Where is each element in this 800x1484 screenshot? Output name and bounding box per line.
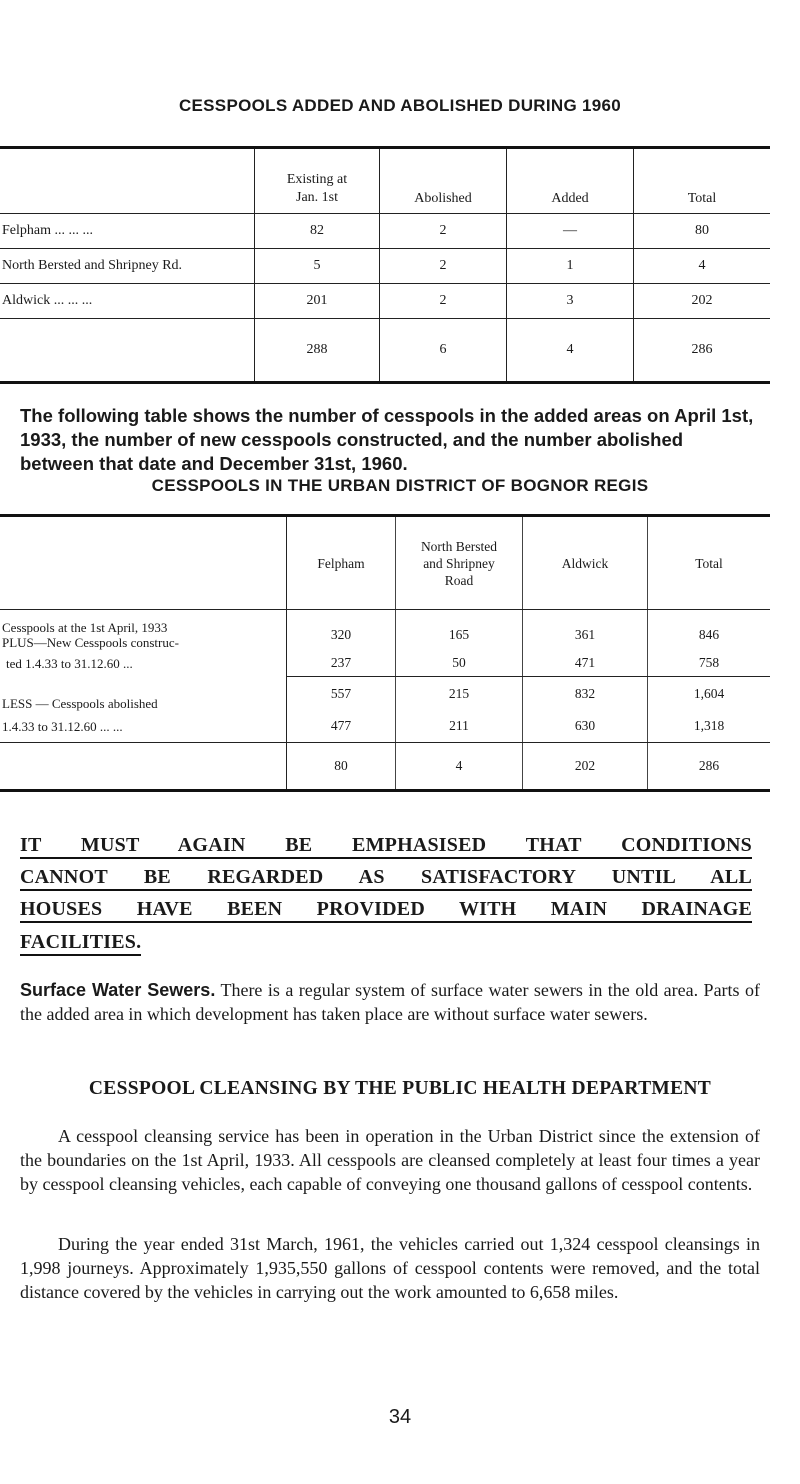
cell-aldwick: 630 [523,711,648,743]
cell-north-bersted: 215 [396,677,523,711]
table-row [0,214,770,249]
table-cesspools-1960 [0,146,770,384]
cell-total: 4 [634,249,771,284]
cell-total: 1,604 [648,677,771,711]
total-added: 4 [507,319,634,383]
cell-total: 1,318 [648,711,771,743]
cell-added: 3 [507,284,634,319]
table-row [0,620,770,650]
title-cesspools-added-abolished: CESSPOOLS ADDED AND ABOLISHED DURING 1960 [178,96,622,115]
cleansing-paragraph-1: A cesspool cleansing service has been in operation in the Urban District since the extension of the boundaries on the 1st April, 1933. All cesspools are cleansed completely at least four times a year by cesspool cleansing vehicles, each capable of conveying one thousand gallons of cesspool contents. [20,1126,760,1194]
total-abolished: 6 [380,319,507,383]
table-row [0,650,770,677]
header-existing [255,148,380,214]
surface-water-paragraph [20,978,760,1026]
row-label [0,711,287,743]
cell-aldwick: 471 [523,650,648,677]
emphasis-text: CANNOT BE REGARDED AS SATISFACTORY UNTIL ALL [20,866,752,891]
spacer [648,610,771,621]
cell-felpham: 557 [287,677,396,711]
intro-paragraph: The following table shows the number of cesspools in the added areas on April 1st, 1933, the number of new cesspools constructed, and the number abolished between that date and December 31st, 1960. [20,405,754,474]
cell-north-bersted: 50 [396,650,523,677]
header-added: Added [507,148,634,214]
cell-existing: 201 [255,284,380,319]
spacer [396,610,523,621]
header-total: Total [648,516,771,610]
surface-water-text: There is a regular system of surface water sewers in the old area. Parts of the added area in which development has taken place are without surface water sewers. [20,980,760,1024]
table-row [0,284,770,319]
cell-total: 80 [634,214,771,249]
cell-felpham: 237 [287,650,396,677]
header-felpham: Felpham [287,516,396,610]
cell-existing: 5 [255,249,380,284]
emphasis-line-2 [20,866,752,889]
row-label: North Bersted and Shripney Rd. [0,249,255,284]
total-aldwick: 202 [523,743,648,791]
row-label [0,620,287,650]
table-row [0,249,770,284]
row-label [0,650,287,677]
cell-added: 1 [507,249,634,284]
table-header-row [0,148,770,214]
cell-abolished: 2 [380,214,507,249]
cell-aldwick: 832 [523,677,648,711]
row-label-line: 1.4.33 to 31.12.60 ... ... [2,718,123,734]
cell-aldwick: 361 [523,620,648,650]
header-blank [0,148,255,214]
spacer [0,610,287,621]
total-total: 286 [634,319,771,383]
table-row [0,711,770,743]
cell-abolished: 2 [380,284,507,319]
header-north-bersted [396,516,523,610]
spacer [523,610,648,621]
emphasis-text: IT MUST AGAIN BE EMPHASISED THAT CONDITIONS [20,834,752,859]
total-existing: 288 [255,319,380,383]
surface-water-heading: Surface Water Sewers. [20,980,216,1000]
emphasis-text: HOUSES HAVE BEEN PROVIDED WITH MAIN DRAINAGE [20,898,752,923]
table-header-row [0,516,770,610]
total-felpham: 80 [287,743,396,791]
cell-north-bersted: 211 [396,711,523,743]
row-label: Felpham ... ... ... [0,214,255,249]
header-total: Total [634,148,771,214]
title-cesspool-cleansing: CESSPOOL CLEANSING BY THE PUBLIC HEALTH DEPARTMENT [88,1078,712,1099]
table-cesspools-bognor-regis [0,514,770,792]
cell-total: 758 [648,650,771,677]
cell-abolished: 2 [380,249,507,284]
header-blank [0,516,287,610]
emphasis-line-3 [20,898,752,921]
spacer [287,610,396,621]
header-aldwick: Aldwick [523,516,648,610]
cell-felpham: 477 [287,711,396,743]
title-cesspools-bognor-regis: CESSPOOLS IN THE URBAN DISTRICT OF BOGNOR REGIS [151,476,649,495]
spacer-row [0,610,770,621]
row-label-line: Cesspools at the 1st April, 1933 [2,620,168,635]
header-north-bersted-text: North Bersted and Shripney Road [420,538,498,588]
totals-row [0,319,770,383]
total-north-bersted: 4 [396,743,523,791]
row-label-line: ted 1.4.33 to 31.12.60 ... [6,655,133,671]
page-number: 34 [388,1406,412,1428]
cell-total: 846 [648,620,771,650]
emphasis-text: FACILITIES. [20,931,141,956]
totals-label [0,743,287,791]
emphasis-line-1 [20,834,752,857]
header-existing-text: Existing at Jan. 1st [286,172,348,205]
totals-row [0,743,770,791]
cell-felpham: 320 [287,620,396,650]
total-total: 286 [648,743,771,791]
row-label-line: LESS — Cesspools abolished [2,695,158,711]
cell-added: — [507,214,634,249]
table-row [0,677,770,711]
header-abolished: Abolished [380,148,507,214]
row-label-line: PLUS—New Cesspools construc- [2,635,179,650]
cleansing-paragraph-2: During the year ended 31st March, 1961, the vehicles carried out 1,324 cesspool cleansings in 1,998 journeys. Approximately 1,935,550 gallons of cesspool contents were removed, and the total distance covered by the vehicles in carrying out the work amounted to 6,658 miles. [20,1234,760,1302]
cell-total: 202 [634,284,771,319]
cell-existing: 82 [255,214,380,249]
cell-north-bersted: 165 [396,620,523,650]
emphasis-line-4 [20,931,752,954]
row-label [0,677,287,711]
totals-label [0,319,255,383]
row-label: Aldwick ... ... ... [0,284,255,319]
